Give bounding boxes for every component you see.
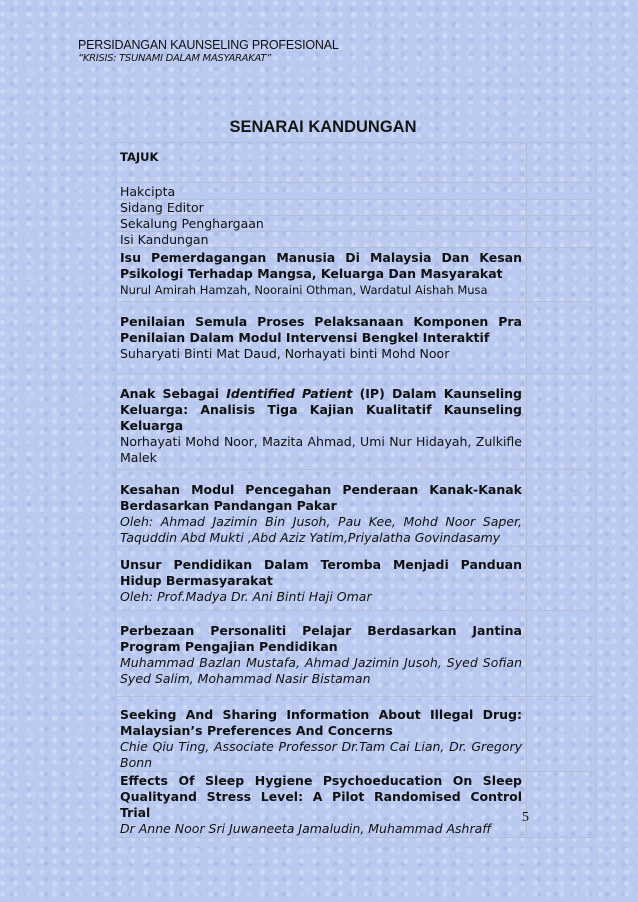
- contents-table: [115, 142, 596, 838]
- article-authors: Norhayati Mohd Noor, Mazita Ahmad, Umi Nur Hidayah, Zulkifle Malek: [120, 434, 522, 465]
- table-row: [116, 216, 596, 232]
- page-column-cell: [527, 232, 596, 248]
- page-column-cell: [527, 302, 596, 374]
- article-title[interactable]: Effects Of Sleep Hygiene Psychoeducation On Sleep Qualityand Stress Level: A Pilot Randomised Control Trial: [120, 773, 522, 820]
- page-column-cell: [527, 200, 596, 216]
- front-matter-item[interactable]: Isi Kandungan: [120, 232, 209, 247]
- page-column-cell: [527, 216, 596, 232]
- page-number: 5: [522, 810, 529, 825]
- table-row: [116, 772, 596, 838]
- front-matter-item[interactable]: Sidang Editor: [120, 200, 204, 215]
- article-title[interactable]: Penilaian Semula Proses Pelaksanaan Komponen Pra Penilaian Dalam Modul Intervensi Bengkel Interaktif: [120, 314, 522, 345]
- table-row: [116, 248, 596, 302]
- column-header-tajuk: TAJUK: [120, 150, 159, 164]
- conference-name: PERSIDANGAN KAUNSELING PROFESIONAL: [78, 38, 339, 52]
- article-authors: Nurul Amirah Hamzah, Nooraini Othman, Wardatul Aishah Musa: [120, 283, 488, 297]
- table-row: [116, 611, 596, 697]
- article-authors: Chie Qiu Ting, Associate Professor Dr.Tam Cai Lian, Dr. Gregory Bonn: [120, 739, 522, 770]
- article-authors: Suharyati Binti Mat Daud, Norhayati binti Mohd Noor: [120, 346, 450, 361]
- page-column-cell: [527, 697, 596, 772]
- page-column-cell: [527, 611, 596, 697]
- table-row: [116, 374, 596, 470]
- page-column-cell: [527, 374, 596, 470]
- table-row: [116, 232, 596, 248]
- table-header-row: [116, 143, 596, 183]
- table-row: [116, 697, 596, 772]
- page-column-cell: [527, 470, 596, 547]
- table-row: [116, 470, 596, 547]
- article-title-italic: Identified Patient: [226, 386, 353, 401]
- page-title: SENARAI KANDUNGAN: [229, 118, 417, 136]
- page-column-cell: [527, 772, 596, 838]
- conference-theme: “KRISIS: TSUNAMI DALAM MASYARAKAT”: [78, 53, 271, 64]
- article-title-part: Anak Sebagai: [120, 386, 220, 401]
- page-column-cell: [527, 248, 596, 302]
- front-matter-item[interactable]: Hakcipta: [120, 184, 176, 199]
- page-column-cell: [527, 547, 596, 611]
- article-authors: Oleh: Ahmad Jazimin Bin Jusoh, Pau Kee, Mohd Noor Saper, Taquddin Abd Mukti ,Abd Aziz Yatim,Priyalatha Govindasamy: [120, 514, 522, 545]
- front-matter-item[interactable]: Sekalung Penghargaan: [120, 216, 264, 231]
- page-header: [78, 38, 339, 64]
- article-authors: Muhammad Bazlan Mustafa, Ahmad Jazimin Jusoh, Syed Sofian Syed Salim, Mohammad Nasir Bistaman: [120, 655, 522, 686]
- article-title[interactable]: Seeking And Sharing Information About Illegal Drug: Malaysian’s Preferences And Concerns: [120, 707, 522, 738]
- table-row: [116, 183, 596, 200]
- page-column-cell: [527, 183, 596, 200]
- article-title[interactable]: Isu Pemerdagangan Manusia Di Malaysia Dan Kesan Psikologi Terhadap Mangsa, Keluarga Dan Masyarakat: [120, 250, 522, 281]
- article-title-part: (IP) Dalam Kaunseling Keluarga: Analisis Tiga Kajian Kualitatif Kaunseling Keluarga: [120, 386, 522, 433]
- table-row: [116, 302, 596, 374]
- table-row: [116, 547, 596, 611]
- article-title[interactable]: [120, 386, 522, 434]
- article-title[interactable]: Perbezaan Personaliti Pelajar Berdasarkan Jantina Program Pengajian Pendidikan: [120, 623, 522, 654]
- page-column-cell: [527, 143, 596, 183]
- table-row: [116, 200, 596, 216]
- article-authors: Oleh: Prof.Madya Dr. Ani Binti Haji Omar: [120, 589, 372, 604]
- article-authors: Dr Anne Noor Sri Juwaneeta Jamaludin, Muhammad Ashraff: [120, 821, 492, 836]
- article-title[interactable]: Unsur Pendidikan Dalam Teromba Menjadi Panduan Hidup Bermasyarakat: [120, 557, 522, 588]
- article-title[interactable]: Kesahan Modul Pencegahan Penderaan Kanak-Kanak Berdasarkan Pandangan Pakar: [120, 482, 522, 513]
